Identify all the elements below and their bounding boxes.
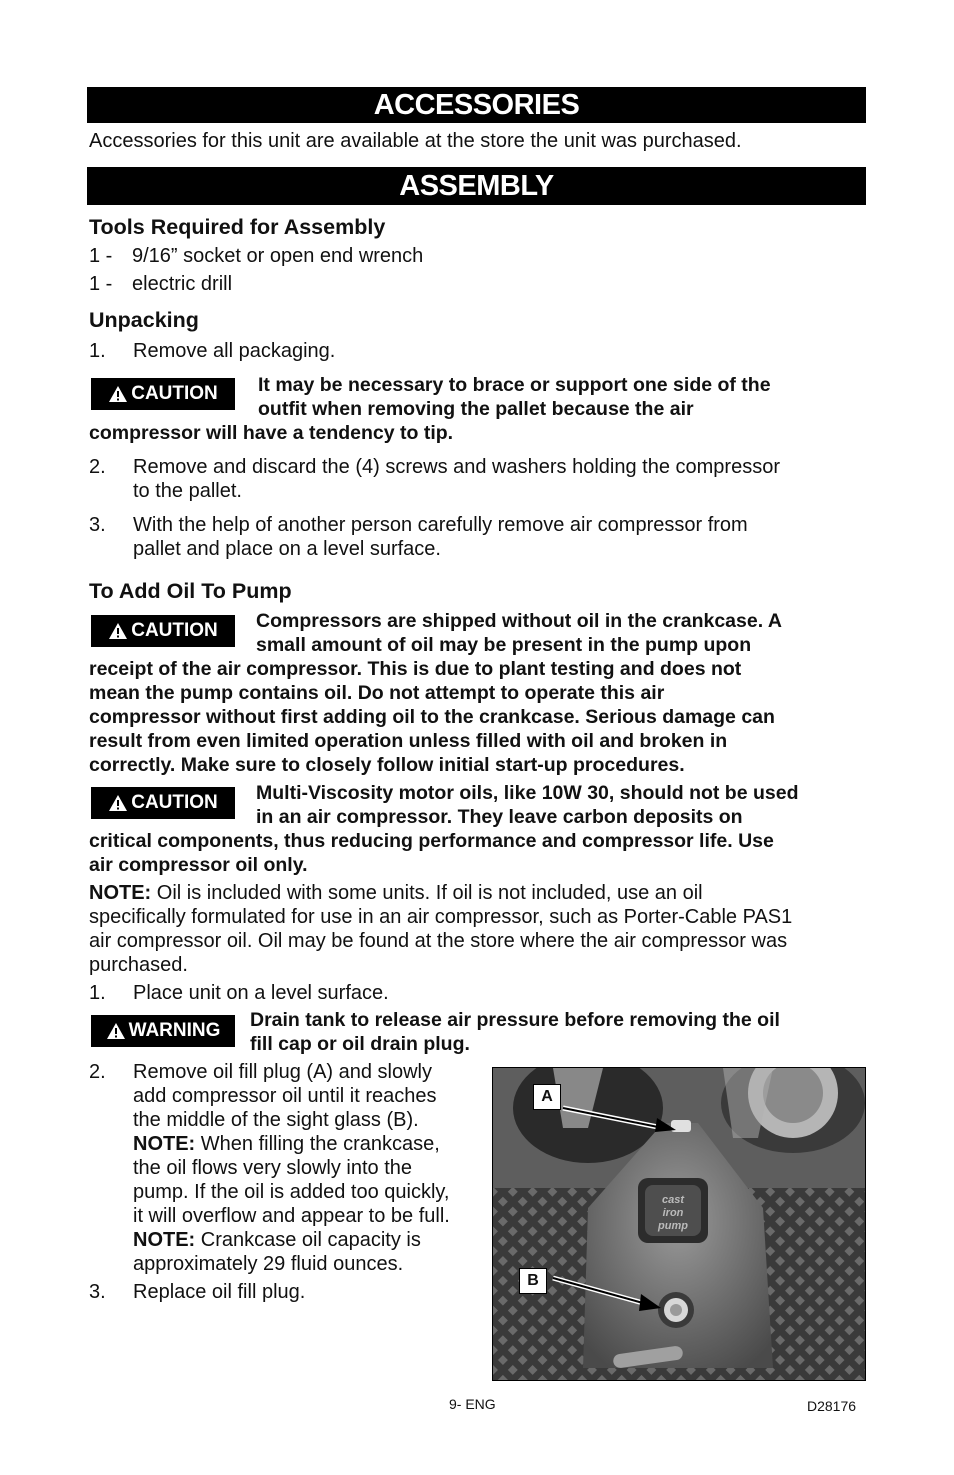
warning-triangle-icon [108,385,128,403]
callout-a: A [533,1084,561,1110]
oil-warning-line1: Drain tank to release air pressure before removing the oil [250,1009,780,1031]
accessories-heading-bar [87,87,866,123]
accessories-heading: ACCESSORIES [373,89,580,121]
oil-step2-line4 [133,1132,440,1156]
oil-caution1-line5: compressor without first adding oil to the crankcase. Serious damage can [89,706,775,728]
oil-caution2-line3: critical components, thus reducing performance and compressor life. Use [89,830,774,852]
assembly-heading-bar [87,167,866,205]
unpacking-step3-line2: pallet and place on a level surface. [133,538,441,560]
oil-caution1-line1: Compressors are shipped without oil in the crankcase. A [256,610,782,632]
unpacking-step1-text: Remove all packaging. [133,340,336,362]
unpacking-step3-line1: With the help of another person carefully remove air compressor from [133,514,748,536]
oil-caution1-line4: mean the pump contains oil. Do not attempt to operate this air [89,682,665,704]
warning-label [91,1015,235,1047]
oil-caution1-line6: result from even limited operation unless filled with oil and broken in [89,730,728,752]
assembly-heading: ASSEMBLY [399,170,554,202]
oil-step2-line9: approximately 29 fluid ounces. [133,1253,404,1275]
oil-fill-plug [671,1120,691,1132]
caution-label-text-3: CAUTION [131,792,218,813]
oil-note-line2: specifically formulated for use in an air compressor, such as Porter-Cable PAS1 [89,906,793,928]
oil-step2-note1-text: When filling the crankcase, [195,1133,440,1155]
tools-item-2-qty: 1 - [89,273,113,295]
page-number: 9- ENG [449,1396,496,1412]
tools-heading: Tools Required for Assembly [89,215,386,239]
oil-step3-num: 3. [89,1281,106,1303]
oil-step2-line6: pump. If the oil is added too quickly, [133,1181,450,1203]
caution-label-text-1: CAUTION [131,383,218,404]
unpacking-step3-num: 3. [89,514,106,536]
pump-text-pump: pump [658,1220,688,1232]
unpacking-caution-line2: outfit when removing the pallet because the air [258,398,694,420]
oil-note-text1: Oil is included with some units. If oil is not included, use an oil [151,882,703,904]
oil-step3-text: Replace oil fill plug. [133,1281,306,1303]
caution-label-2 [91,615,235,647]
oil-note-line3: air compressor oil. Oil may be found at the store where the air compressor was [89,930,788,952]
oil-step2-line2: add compressor oil until it reaches [133,1085,437,1107]
document-code: D28176 [807,1398,857,1414]
oil-caution2-line1: Multi-Viscosity motor oils, like 10W 30, should not be used [256,782,799,804]
unpacking-caution-line1: It may be necessary to brace or support one side of the [258,374,771,396]
tools-item-1-text: 9/16” socket or open end wrench [132,245,424,267]
warning-label-text: WARNING [128,1020,221,1041]
oil-caution2-line2: in an air compressor. They leave carbon deposits on [256,806,743,828]
oil-step2-note2-text: Crankcase oil capacity is [195,1229,421,1251]
pump-text-cast: cast [661,1194,685,1206]
unpacking-heading: Unpacking [89,308,199,332]
oil-warning-line2: fill cap or oil drain plug. [250,1033,470,1055]
caution-label-text-2: CAUTION [131,620,218,641]
oil-step2-line7: it will overflow and appear to be full. [133,1205,450,1227]
tools-item-1-qty: 1 - [89,245,113,267]
unpacking-caution-line3: compressor will have a tendency to tip. [89,422,454,444]
accessories-text: Accessories for this unit are available at the store the unit was purchased. [89,130,742,152]
caution-label-1 [91,378,235,410]
oil-caution2-line4: air compressor oil only. [89,854,308,876]
pump-text-iron: iron [662,1207,684,1219]
warning-triangle-icon [108,622,128,640]
unpacking-step2-line1: Remove and discard the (4) screws and washers holding the compressor [133,456,780,478]
unpacking-step1-num: 1. [89,340,106,362]
oil-step2-line3: the middle of the sight glass (B). [133,1109,419,1131]
oil-heading: To Add Oil To Pump [89,579,292,603]
oil-step2-line1: Remove oil fill plug (A) and slowly [133,1061,433,1083]
unpacking-step2-num: 2. [89,456,106,478]
note-label: NOTE: [133,1229,196,1251]
note-label: NOTE: [133,1133,196,1155]
oil-step2-line5: the oil flows very slowly into the [133,1157,413,1179]
oil-note-line1 [89,881,703,905]
caution-label-3 [91,787,235,819]
warning-triangle-icon [108,794,128,812]
note-label: NOTE: [89,882,152,904]
pump-illustration [493,1068,866,1381]
oil-note-line4: purchased. [89,954,188,976]
oil-caution1-line3: receipt of the air compressor. This is due to plant testing and does not [89,658,742,680]
pump-photo [492,1067,866,1381]
callout-b: B [519,1268,547,1294]
unpacking-step2-line2: to the pallet. [133,480,242,502]
oil-caution1-line2: small amount of oil may be present in the pump upon [256,634,752,656]
tools-item-2-text: electric drill [132,273,233,295]
oil-step2-num: 2. [89,1061,106,1083]
oil-step2-line8 [133,1228,421,1252]
oil-step1-text: Place unit on a level surface. [133,982,389,1004]
oil-step1-num: 1. [89,982,106,1004]
oil-caution1-line7: correctly. Make sure to closely follow initial start-up procedures. [89,754,685,776]
warning-triangle-icon [106,1022,126,1040]
